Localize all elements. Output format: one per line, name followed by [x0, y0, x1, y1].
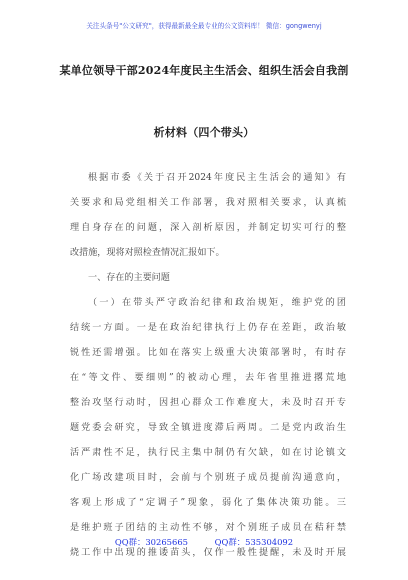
qq-group-1: QQ群：30265665 [114, 537, 188, 547]
top-banner: 关注头条号"公文研究"，获得最新最全最专业的公文资料库！ 微信：gongwenyj [86, 22, 322, 30]
section-heading: 一、存在的主要问题 [88, 273, 170, 283]
paragraph-1-line: 改措施，现将对照检查情况汇报如下。 [70, 248, 225, 258]
paragraph-2-line: 锐性还需增强。比如在落实上级重大决策部署时，有时存 [70, 348, 346, 358]
paragraph-2-line: 活严肃性不足，执行民主集中制仍有欠缺，如在讨论镇文 [70, 448, 346, 458]
paragraph-2-line: 是维护班子团结的主动性不够，对个别班子成员在秸秆禁 [70, 523, 346, 533]
paragraph-2-line: 整治攻坚行动时，因担心群众工作难度大，未及时召开专 [70, 398, 346, 408]
paragraph-1-line: 根据市委《关于召开2024年度民主生活会的通知》有 [88, 173, 346, 183]
document-body [70, 166, 346, 566]
document-title-line-2: 析材料（四个带头） [153, 126, 255, 139]
qq-group-2: QQ群：535304092 [214, 537, 294, 547]
paragraph-2-line: （一）在带头严守政治纪律和政治规矩，维护党的团 [88, 298, 346, 308]
footer-qq-groups [0, 536, 408, 548]
paragraph-2-line: 结统一方面。一是在政治纪律执行上仍存在差距，政治敏 [70, 323, 346, 333]
paragraph-2-line: 在“等文件、要细则”的被动心理，去年省里推进撂荒地 [70, 373, 346, 383]
paragraph-1-line: 关要求和局党组相关工作部署，我对照相关要求，认真梳 [70, 198, 346, 208]
paragraph-2-line: 烧工作中出现的推诿苗头，仅作一般性提醒，未及时开展 [70, 548, 346, 558]
paragraph-2-line: 客观上形成了“定调子”现象，弱化了集体决策功能。三 [70, 498, 346, 508]
paragraph-2-line: 题党委会研究，导致全镇进度滞后两周。二是党内政治生 [70, 423, 346, 433]
document-title-line-1: 某单位领导干部2024年度民主生活会、组织生活会自我剖 [59, 64, 349, 77]
paragraph-2-line: 化广场改建项目时，会前与个别班子成员提前沟通意向， [70, 473, 346, 483]
paragraph-1-line: 理自身存在的问题，深入剖析原因，并制定切实可行的整 [70, 223, 346, 233]
